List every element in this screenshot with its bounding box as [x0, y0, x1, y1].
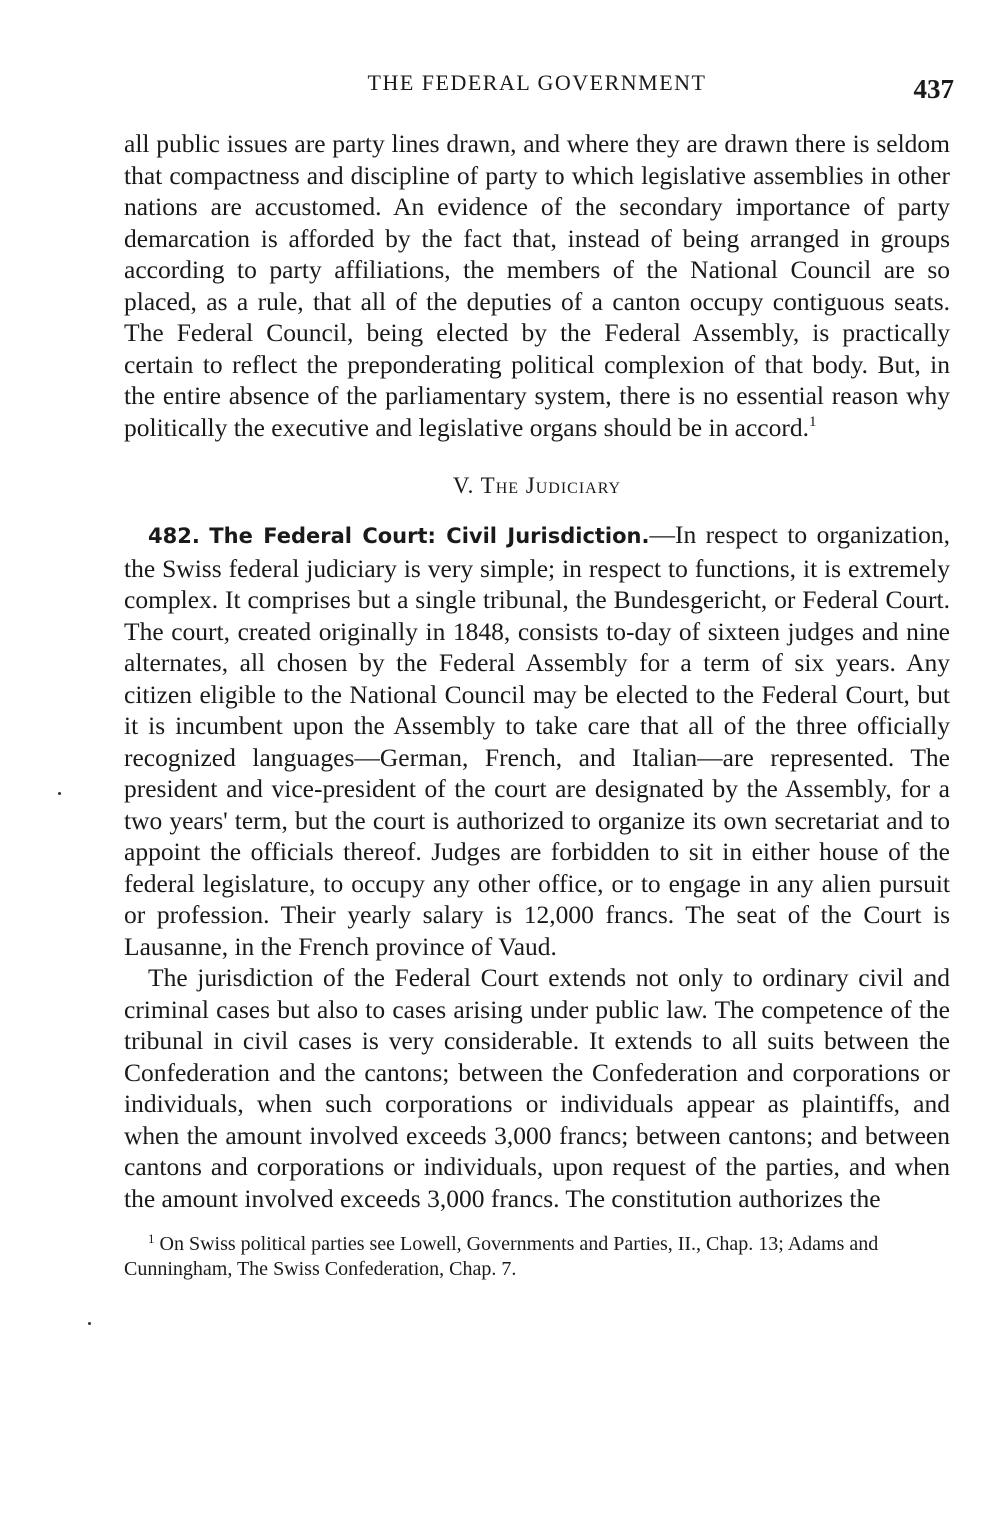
- body-paragraph: [124, 519, 950, 962]
- paragraph-title: The Federal Court: Civil Jurisdiction.: [209, 524, 650, 548]
- footnote-text: On Swiss political parties see Lowell, Governments and Parties, II., Chap. 13; Adams and Cunningham, The Swiss Confederation, Chap. 7.: [124, 1233, 879, 1280]
- running-head: [124, 60, 954, 110]
- book-page: [124, 60, 954, 1282]
- scan-speck: [88, 1322, 91, 1325]
- body-paragraph: [124, 128, 950, 443]
- footnote-reference: 1: [809, 413, 817, 430]
- footnote: [124, 1232, 950, 1282]
- paragraph-text: all public issues are party lines drawn, and where they are drawn there is seldom that compactness and discipline of party to which legislative assemblies in other nations are accustomed. An evidence of the secondary importance of party demarcation is afforded by the fact that, instead of being arranged in groups according to party affiliations, the members of the National Council are so placed, as a rule, that all of the deputies of a canton occupy contiguous seats. The Federal Council, being elected by the Federal Assembly, is practically certain to reflect the preponderating political complexion of that body. But, in the entire absence of the parliamentary system, there is no essential reason why politically the executive and legislative organs should be in accord.: [124, 129, 950, 442]
- body-paragraph: The jurisdiction of the Federal Court extends not only to ordinary civil and criminal cases but also to cases arising under public law. The competence of the tribunal in civil cases is very considerable. It extends to all suits between the Confederation and the cantons; between the Confederation and corporations or individuals, when such corporations or individuals appear as plaintiffs, and when the amount involved exceeds 3,000 francs; between cantons; and between cantons and corporations or individuals, upon request of the parties, and when the amount involved exceeds 3,000 francs. The constitution authorizes the: [124, 963, 950, 1213]
- paragraph-number: 482.: [148, 524, 200, 548]
- running-title: THE FEDERAL GOVERNMENT: [367, 70, 707, 95]
- scan-speck: [58, 792, 61, 795]
- paragraph-text: —In respect to organization, the Swiss federal judiciary is very simple; in respect to functions, it is extremely complex. It comprises but a single tribunal, the Bundesgericht, or Federal Court. The court, created originally in 1848, consists to-day of sixteen judges and nine alternates, all chosen by the Federal Assembly for a term of six years. Any citizen eligible to the National Council may be elected to the Federal Court, but it is incumbent upon the Assembly to take care that all of the three officially recognized languages—German, French, and Italian—are represented. The president and vice-president of the court are designated by the Assembly, for a two years' term, but the court is authorized to organize its own secretariat and to appoint the officials thereof. Judges are forbidden to sit in either house of the federal legislature, to occupy any other office, or to engage in any alien pursuit or profession. Their yearly salary is 12,000 francs. The seat of the Court is Lausanne, in the French province of Vaud.: [124, 520, 950, 961]
- footnotes: [124, 1232, 950, 1282]
- section-heading: V. The Judiciary: [452, 473, 622, 498]
- page-number: 437: [913, 74, 954, 104]
- footnote-mark: 1: [148, 1231, 155, 1246]
